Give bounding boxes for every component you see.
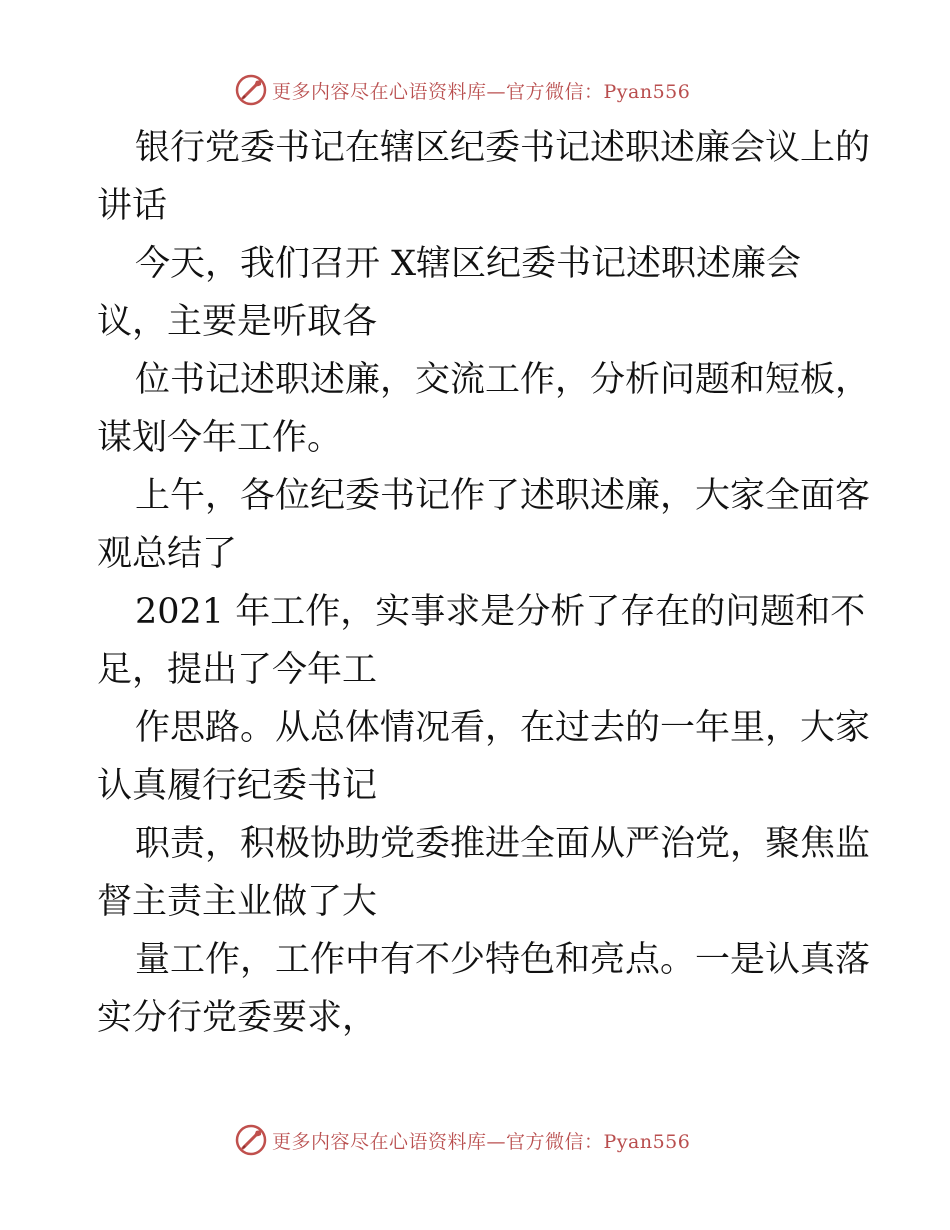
paragraph-line: 观总结了 xyxy=(97,534,238,574)
paragraph-line: 量工作，工作中有不少特色和亮点。一是认真落 xyxy=(135,940,871,980)
banner-text: 更多内容尽在心语资料库—官方微信：Pyan556 xyxy=(272,1130,691,1153)
paragraph-line: 议，主要是听取各 xyxy=(97,302,378,342)
paragraph-line: 足，提出了今年工 xyxy=(97,650,378,690)
footer-banner xyxy=(234,1122,690,1158)
paragraph-line: 讲话 xyxy=(97,186,168,226)
paragraph-line: 上午，各位纪委书记作了述职述廉，大家全面客 xyxy=(135,476,871,516)
paragraph-line: 认真履行纪委书记 xyxy=(97,766,378,806)
paragraph-line: 今天，我们召开 X辖区纪委书记述职述廉会 xyxy=(135,244,802,284)
paragraph-line: 督主责主业做了大 xyxy=(97,882,378,922)
paragraph-line: 2021 年工作，实事求是分析了存在的问题和不 xyxy=(135,592,866,632)
paragraph-line: 作思路。从总体情况看，在过去的一年里，大家 xyxy=(135,708,871,748)
paragraph-line: 位书记述职述廉，交流工作，分析问题和短板， xyxy=(135,360,871,400)
banner-text: 更多内容尽在心语资料库—官方微信：Pyan556 xyxy=(272,80,691,103)
paragraph-line: 银行党委书记在辖区纪委书记述职述廉会议上的 xyxy=(135,128,871,168)
paragraph-line: 实分行党委要求， xyxy=(97,998,378,1038)
header-banner xyxy=(234,72,690,108)
paragraph-line: 职责，积极协助党委推进全面从严治党，聚焦监 xyxy=(135,824,871,864)
quill-pen-logo-icon xyxy=(234,73,268,107)
paragraph-line: 谋划今年工作。 xyxy=(97,418,343,458)
quill-pen-logo-icon xyxy=(234,1123,268,1157)
